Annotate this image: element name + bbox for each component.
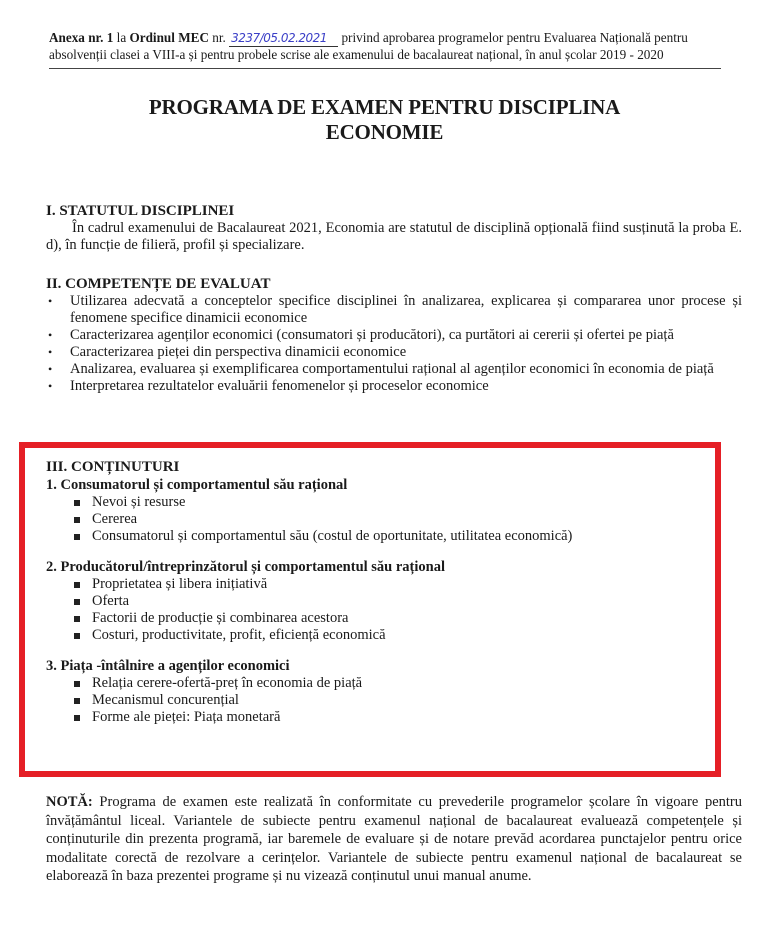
list-item-text: Mecanismul concurențial [92,692,239,708]
list-item-text: Forme ale pieței: Piața monetară [92,709,281,725]
square-bullet-icon [74,633,80,639]
section-statutul-disciplinei [46,202,742,254]
header-divider [49,68,721,69]
handwritten-order-number: 3237/05.02.2021 [229,30,338,47]
section-competente [46,275,742,395]
list-item [74,692,706,709]
subsection-2-list [46,576,706,644]
list-item [74,610,706,627]
subsection-3-title: 3. Piața -întâlnire a agenților economici [46,658,290,674]
section-2-heading: II. COMPETENȚE DE EVALUAT [46,276,271,292]
bullet-icon: • [48,362,53,376]
subsection-1-title: 1. Consumatorul și comportamentul său rațional [46,477,348,493]
annex-connector: la [113,30,130,45]
list-item-text: Cererea [92,511,138,527]
square-bullet-icon [74,715,80,721]
list-item [46,327,742,344]
list-item-text: Caracterizarea pieței din perspectiva dinamicii economice [70,344,407,360]
list-item [74,709,706,726]
square-bullet-icon [74,534,80,540]
section-continuturi [46,458,706,740]
square-bullet-icon [74,599,80,605]
list-item [74,593,706,610]
bullet-icon: • [48,328,53,342]
document-title [0,95,769,145]
square-bullet-icon [74,616,80,622]
order-nr-label: nr. [209,30,230,45]
annex-label: Anexa nr. 1 [49,30,114,45]
list-item [46,344,742,361]
bullet-icon: • [48,345,53,359]
header-line-1-rest: privind aprobarea programelor pentru Evaluarea Națională pentru [338,30,688,45]
title-line-1: PROGRAMA DE EXAMEN PENTRU DISCIPLINA [148,95,621,119]
square-bullet-icon [74,681,80,687]
list-item [74,494,706,511]
list-item-text: Relația cerere-ofertă-preț în economia de piață [92,675,363,691]
note-section [46,793,742,886]
subsection-2-title: 2. Producătorul/întreprinzătorul și comportamentul său rațional [46,559,446,575]
list-item-text: Factorii de producție și combinarea acestora [92,610,349,626]
square-bullet-icon [74,582,80,588]
bullet-icon: • [48,379,53,393]
subsection-3-list [46,675,706,726]
list-item [74,576,706,593]
list-item [46,361,742,378]
list-item-text: Oferta [92,593,130,609]
list-item-text: Interpretarea rezultatelor evaluării fenomenelor și proceselor economice [70,378,489,394]
document-header [49,30,719,63]
list-item-text: Proprietatea și libera inițiativă [92,576,268,592]
subsection-producatorul [46,559,706,644]
list-item-text: Costuri, productivitate, profit, eficiență economică [92,627,386,643]
list-item [74,528,706,545]
list-item [74,511,706,528]
subsection-1-list [46,494,706,545]
list-item-text: Analizarea, evaluarea și exemplificarea comportamentului rațional al agenților economici în economia de piață [70,361,714,377]
competente-list [46,293,742,395]
square-bullet-icon [74,500,80,506]
list-item [46,293,742,327]
list-item-text: Utilizarea adecvată a conceptelor specifice disciplinei în analizarea, explicarea și compararea unor procese și fenomene specifice dinamicii economice [70,293,742,326]
square-bullet-icon [74,517,80,523]
subsection-piata [46,658,706,726]
note-text-block [46,793,742,886]
header-line-1 [49,30,719,47]
note-text: Programa de examen este realizată în conformitate cu prevederile programelor școlare în vigoare pentru învățământul liceal. Variantele de subiecte pentru examenul național de bacalaureat evaluează competențele și conținuturile din prezenta programă, iar baremele de evaluare și de notare prevăd acordarea punctajelor pentru orice modalitate corectă de rezolvare a cerințelor. Variantele de subiecte pentru examenul național de bacalaureat se elaborează în baza prezentei programe și nu vizează conținutul unui manual anume. [46,794,742,884]
section-1-text: În cadrul examenului de Bacalaureat 2021, Economia are statutul de disciplină opțională fiind susținută la proba E. d), în funcție de filieră, profil și specializare. [46,220,742,253]
bullet-icon: • [48,294,53,308]
section-1-heading: I. STATUTUL DISCIPLINEI [46,203,235,219]
order-label: Ordinul MEC [129,30,209,45]
section-3-heading: III. CONȚINUTURI [46,459,180,475]
square-bullet-icon [74,698,80,704]
list-item-text: Consumatorul și comportamentul său (costul de oportunitate, utilitatea economică) [92,528,573,544]
list-item-text: Caracterizarea agenților economici (consumatori și producători), ca purtători ai cererii și ofertei pe piață [70,327,674,343]
list-item [74,675,706,692]
header-line-2: absolvenții clasei a VIII-a și pentru probele scrise ale examenului de bacalaureat național, în anul școlar 2019 - 2020 [49,47,664,62]
note-label: NOTĂ: [46,794,93,810]
subsection-consumatorul [46,477,706,545]
list-item [46,378,742,395]
list-item-text: Nevoi și resurse [92,494,186,510]
title-line-2: ECONOMIE [325,120,444,144]
list-item [74,627,706,644]
